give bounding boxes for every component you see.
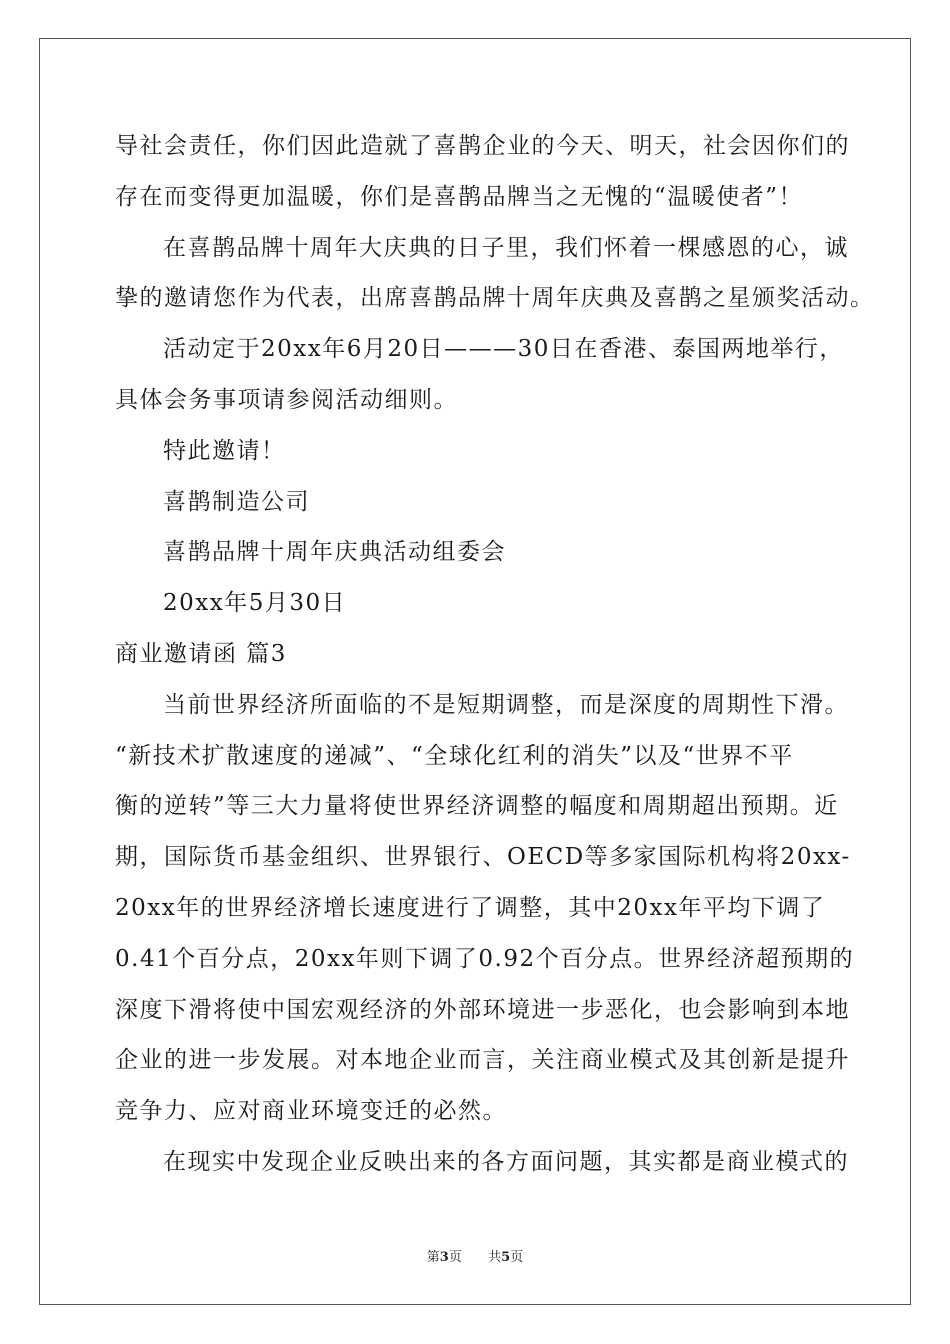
page-footer (0, 1246, 950, 1265)
text-line: 特此邀请！ (163, 437, 286, 464)
text-line: 导社会责任，你们因此造就了喜鹊企业的今天、明天，社会因你们的 (115, 133, 850, 159)
page-number: 第3页 (426, 1250, 462, 1265)
text-line: 挚的邀请您作为代表，出席喜鹊品牌十周年庆典及喜鹊之星颁奖活动。 (115, 285, 875, 312)
text-line: 活动定于20xx年6月20日———30日在香港、泰国两地举行， (163, 336, 844, 363)
page-total: 共5页 (488, 1250, 524, 1265)
text-line: 衡的逆转”等三大力量将使世界经济调整的幅度和周期超出预期。近 (115, 793, 839, 820)
text-line: 20xx年的世界经济增长速度进行了调整，其中20xx年平均下调了 (115, 894, 826, 921)
text-line: 喜鹊品牌十周年庆典活动组委会 (163, 539, 506, 566)
text-line: 企业的进一步发展。对本地企业而言，关注商业模式及其创新是提升 (115, 1047, 850, 1074)
text-line: 商业邀请函 篇3 (115, 640, 287, 667)
text-line: 当前世界经济所面临的不是短期调整，而是深度的周期性下滑。 (163, 691, 849, 718)
text-line: “新技术扩散速度的递减”、“全球化红利的消失”以及“世界不平 (115, 742, 794, 769)
text-line: 0.41个百分点，20xx年则下调了0.92个百分点。世界经济超预期的 (115, 945, 855, 972)
text-line: 在现实中发现企业反映出来的各方面问题，其实都是商业模式的 (163, 1148, 849, 1175)
text-line: 竞争力、应对商业环境变迁的必然。 (115, 1098, 507, 1125)
text-line: 存在而变得更加温暖，你们是喜鹊品牌当之无愧的“温暖使者”！ (115, 183, 804, 210)
text-line: 20xx年5月30日 (163, 590, 347, 617)
text-line: 深度下滑将使中国宏观经济的外部环境进一步恶化，也会影响到本地 (115, 996, 850, 1023)
text-line: 喜鹊制造公司 (163, 488, 310, 515)
text-line: 期，国际货币基金组织、世界银行、OECD等多家国际机构将20xx- (115, 844, 851, 871)
text-line: 在喜鹊品牌十周年大庆典的日子里，我们怀着一棵感恩的心，诚 (163, 234, 849, 261)
text-line: 具体会务事项请参阅活动细则。 (115, 386, 458, 413)
document-body (115, 121, 875, 1188)
